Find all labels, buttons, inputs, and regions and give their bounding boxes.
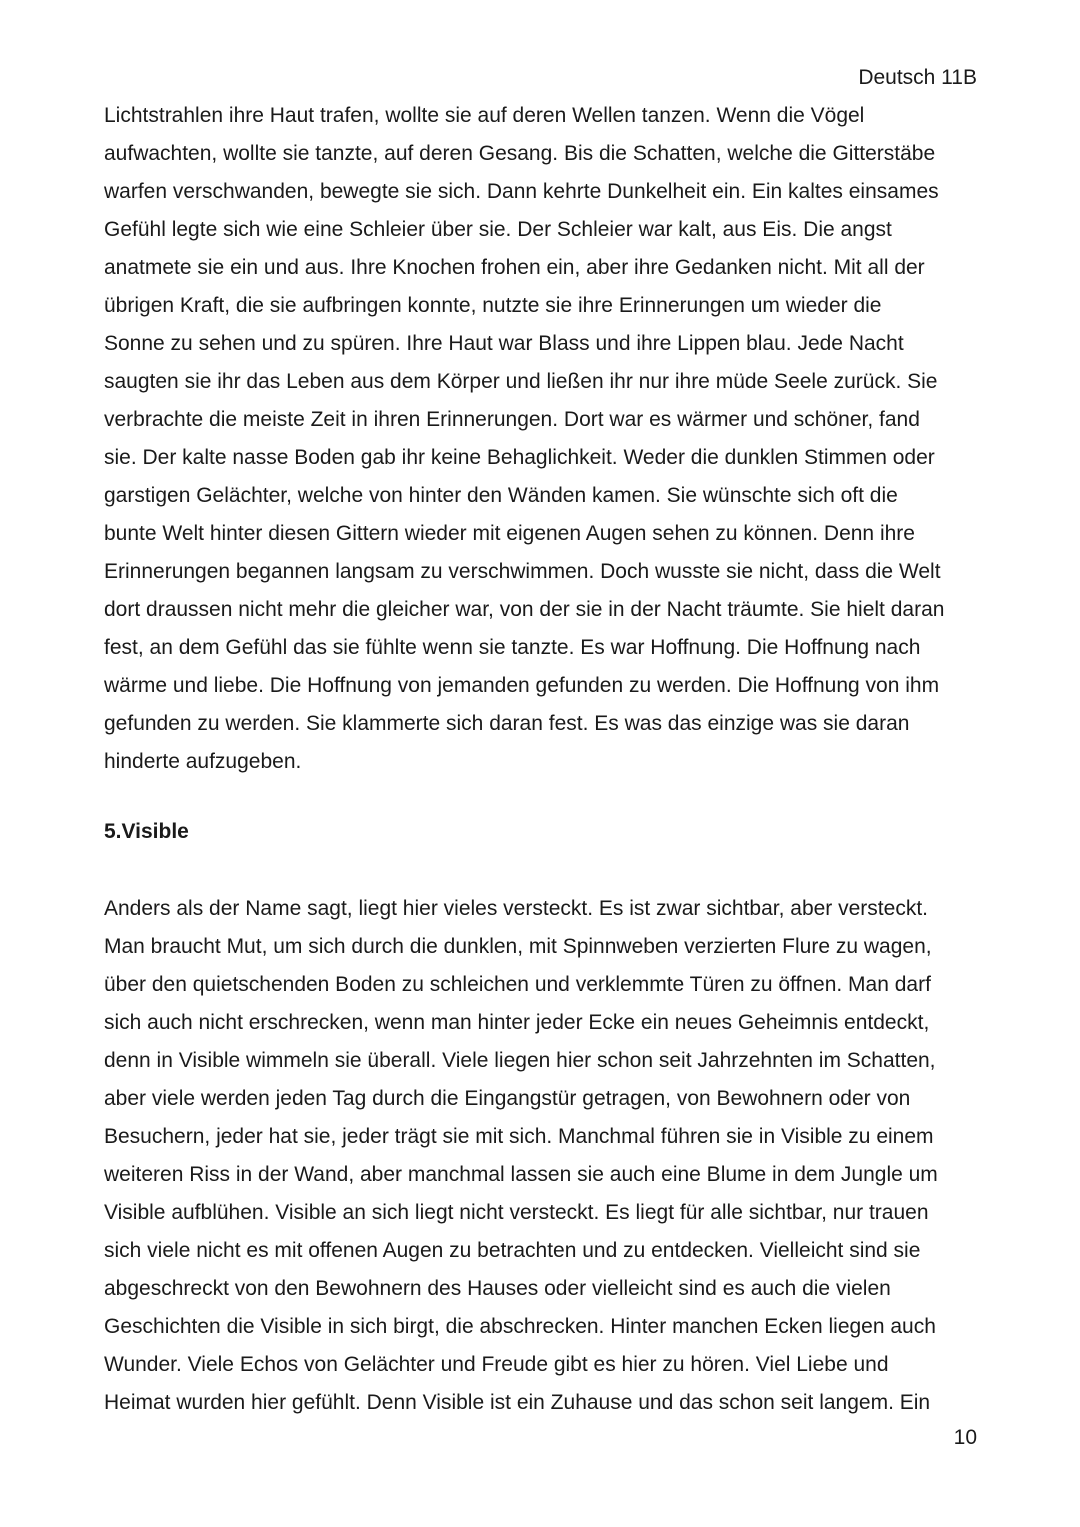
text-line: Sonne zu sehen und zu spüren. Ihre Haut war Blass und ihre Lippen blau. Jede Nacht — [104, 332, 904, 355]
text-line: Man braucht Mut, um sich durch die dunklen, mit Spinnweben verzierten Flure zu wagen, — [104, 935, 932, 958]
text-line: aufwachten, wollte sie tanzte, auf deren Gesang. Bis die Schatten, welche die Gitterstäbe — [104, 142, 936, 165]
text-line: Gefühl legte sich wie eine Schleier über sie. Der Schleier war kalt, aus Eis. Die angst — [104, 218, 892, 241]
page-header-course: Deutsch 11B — [858, 66, 977, 89]
text-line: fest, an dem Gefühl das sie fühlte wenn sie tanzte. Es war Hoffnung. Die Hoffnung nach — [104, 636, 921, 659]
text-line: bunte Welt hinter diesen Gittern wieder mit eigenen Augen sehen zu können. Denn ihre — [104, 522, 915, 545]
text-line: denn in Visible wimmeln sie überall. Viele liegen hier schon seit Jahrzehnten im Schatten, — [104, 1049, 936, 1072]
text-line: aber viele werden jeden Tag durch die Eingangstür getragen, von Bewohnern oder von — [104, 1087, 911, 1110]
text-line: weiteren Riss in der Wand, aber manchmal lassen sie auch eine Blume in dem Jungle um — [104, 1163, 938, 1186]
story-paragraph — [104, 97, 984, 781]
text-line: anatmete sie ein und aus. Ihre Knochen frohen ein, aber ihre Gedanken nicht. Mit all der — [104, 256, 925, 279]
section-paragraph — [104, 890, 984, 1422]
page-number: 10 — [953, 1426, 977, 1449]
text-line: gefunden zu werden. Sie klammerte sich daran fest. Es was das einzige was sie daran — [104, 712, 910, 735]
text-line: dort draussen nicht mehr die gleicher war, von der sie in der Nacht träumte. Sie hielt daran — [104, 598, 945, 621]
text-line: hinderte aufzugeben. — [104, 750, 302, 773]
text-line: sich viele nicht es mit offenen Augen zu betrachten und zu entdecken. Vielleicht sind sie — [104, 1239, 921, 1262]
text-line: Visible aufblühen. Visible an sich liegt nicht versteckt. Es liegt für alle sichtbar, nur trauen — [104, 1201, 929, 1224]
text-line: saugten sie ihr das Leben aus dem Körper und ließen ihr nur ihre müde Seele zurück. Sie — [104, 370, 938, 393]
text-line: sie. Der kalte nasse Boden gab ihr keine Behaglichkeit. Weder die dunklen Stimmen oder — [104, 446, 935, 469]
text-line: Lichtstrahlen ihre Haut trafen, wollte sie auf deren Wellen tanzen. Wenn die Vögel — [104, 104, 865, 127]
text-line: Heimat wurden hier gefühlt. Denn Visible ist ein Zuhause und das schon seit langem. Ein — [104, 1391, 931, 1414]
text-line: über den quietschenden Boden zu schleichen und verklemmte Türen zu öffnen. Man darf — [104, 973, 931, 996]
text-line: übrigen Kraft, die sie aufbringen konnte, nutzte sie ihre Erinnerungen um wieder die — [104, 294, 882, 317]
section-heading: 5.Visible — [104, 820, 189, 843]
text-line: Wunder. Viele Echos von Gelächter und Freude gibt es hier zu hören. Viel Liebe und — [104, 1353, 889, 1376]
text-line: abgeschreckt von den Bewohnern des Hauses oder vielleicht sind es auch die vielen — [104, 1277, 891, 1300]
text-line: wärme und liebe. Die Hoffnung von jemanden gefunden zu werden. Die Hoffnung von ihm — [104, 674, 940, 697]
text-line: warfen verschwanden, bewegte sie sich. Dann kehrte Dunkelheit ein. Ein kaltes einsames — [104, 180, 939, 203]
text-line: verbrachte die meiste Zeit in ihren Erinnerungen. Dort war es wärmer und schöner, fand — [104, 408, 920, 431]
text-line: Erinnerungen begannen langsam zu verschwimmen. Doch wusste sie nicht, dass die Welt — [104, 560, 941, 583]
text-line: Besuchern, jeder hat sie, jeder trägt sie mit sich. Manchmal führen sie in Visible zu einem — [104, 1125, 934, 1148]
text-line: Geschichten die Visible in sich birgt, die abschrecken. Hinter manchen Ecken liegen auch — [104, 1315, 936, 1338]
text-line: garstigen Gelächter, welche von hinter den Wänden kamen. Sie wünschte sich oft die — [104, 484, 898, 507]
text-line: sich auch nicht erschrecken, wenn man hinter jeder Ecke ein neues Geheimnis entdeckt, — [104, 1011, 930, 1034]
text-line: Anders als der Name sagt, liegt hier vieles versteckt. Es ist zwar sichtbar, aber versteckt. — [104, 897, 928, 920]
